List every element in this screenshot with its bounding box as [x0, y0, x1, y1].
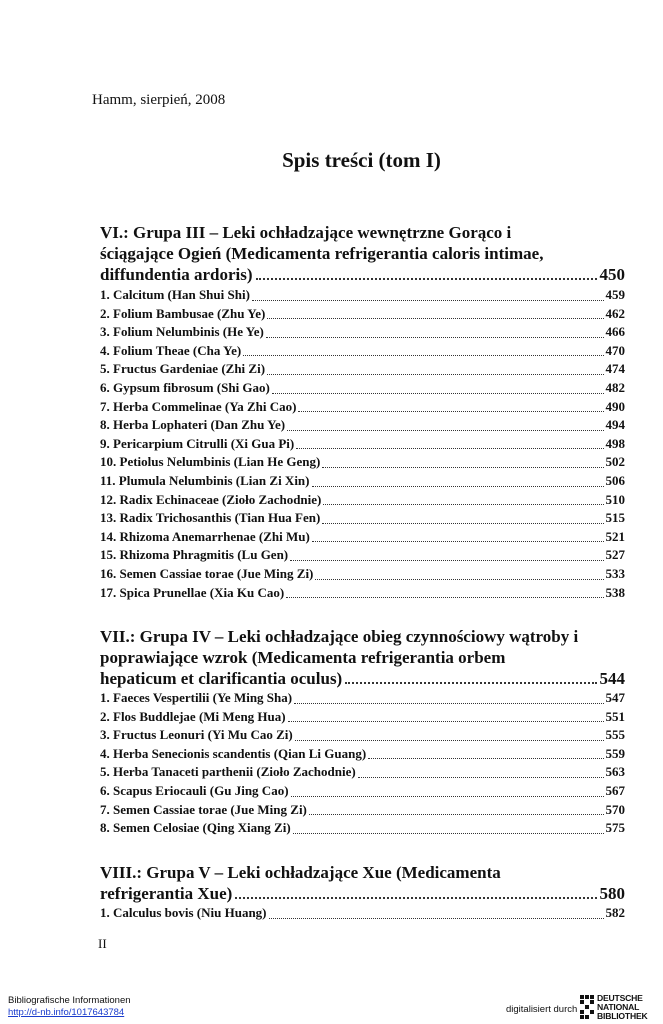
toc-entry[interactable] — [100, 472, 625, 491]
leader-dots — [358, 777, 604, 778]
leader-dots — [294, 703, 603, 704]
leader-dots — [267, 318, 603, 319]
toc-entry[interactable] — [100, 360, 625, 379]
section-heading-last: refrigerantia Xue) — [100, 884, 233, 903]
section-page: 544 — [599, 669, 625, 688]
entry-page: 494 — [605, 417, 625, 433]
entry-page: 575 — [605, 820, 625, 836]
toc-entry[interactable] — [100, 379, 625, 398]
entry-page: 551 — [605, 708, 625, 724]
toc-entry[interactable] — [100, 416, 625, 435]
leader-dots — [291, 796, 604, 797]
entry-page: 490 — [605, 398, 625, 414]
toc-entry[interactable] — [100, 453, 625, 472]
entry-label: 6. Scapus Eriocauli (Gu Jing Cao) — [100, 782, 289, 798]
leader-dots — [267, 374, 603, 375]
entry-page: 462 — [605, 305, 625, 321]
leader-dots — [235, 897, 596, 899]
entry-label: 7. Herba Commelinae (Ya Zhi Cao) — [100, 398, 297, 414]
toc-entry[interactable] — [100, 305, 625, 324]
toc-entry[interactable] — [100, 565, 625, 584]
leader-dots — [293, 833, 604, 834]
toc-entry[interactable] — [100, 546, 625, 565]
biblio-label: Bibliografische Informationen — [8, 995, 131, 1006]
entry-label: 10. Petiolus Nelumbinis (Lian He Geng) — [100, 454, 321, 470]
entry-label: 1. Calculus bovis (Niu Huang) — [100, 905, 267, 920]
leader-dots — [309, 814, 604, 815]
entry-page: 474 — [605, 361, 625, 377]
entry-label: 6. Gypsum fibrosum (Shi Gao) — [100, 379, 270, 395]
toc-entry[interactable] — [100, 584, 625, 603]
leader-dots — [312, 541, 604, 542]
entry-label: 16. Semen Cassiae torae (Jue Ming Zi) — [100, 565, 314, 581]
section-page: 450 — [599, 265, 625, 284]
entry-page: 533 — [605, 565, 625, 581]
entry-list-viii — [100, 904, 625, 923]
entry-label: 2. Folium Bambusae (Zhu Ye) — [100, 305, 266, 321]
entry-page: 515 — [605, 510, 625, 526]
entry-page: 527 — [605, 547, 625, 563]
section-heading-viii — [100, 862, 625, 904]
entry-page: 538 — [605, 584, 625, 600]
entry-page: 582 — [605, 905, 625, 920]
entry-label: 1. Faeces Vespertilii (Ye Ming Sha) — [100, 690, 293, 705]
biblio-link[interactable]: http://d-nb.info/1017643784 — [8, 1007, 125, 1018]
leader-dots — [252, 300, 604, 301]
section-heading-entry[interactable] — [100, 883, 625, 904]
leader-dots — [290, 560, 603, 561]
section-heading-vi — [100, 222, 625, 285]
entry-label: 13. Radix Trichosanthis (Tian Hua Fen) — [100, 510, 321, 526]
toc-entry[interactable] — [100, 491, 625, 510]
entry-page: 459 — [605, 287, 625, 302]
entry-page: 555 — [605, 727, 625, 743]
toc-entry[interactable] — [100, 689, 625, 708]
toc-entry[interactable] — [100, 819, 625, 838]
leader-dots — [272, 393, 604, 394]
entry-label: 15. Rhizoma Phragmitis (Lu Gen) — [100, 547, 289, 563]
leader-dots — [323, 504, 603, 505]
biblio-info — [8, 995, 131, 1019]
leader-dots — [298, 411, 603, 412]
entry-label: 4. Herba Senecionis scandentis (Qian Li Guang) — [100, 745, 367, 761]
logo-line: NATIONAL — [597, 1002, 640, 1012]
dnb-logo-text — [597, 994, 648, 1021]
toc-entry[interactable] — [100, 745, 625, 764]
logo-line: DEUTSCHE — [597, 993, 643, 1003]
leader-dots — [322, 523, 603, 524]
entry-label: 4. Folium Theae (Cha Ye) — [100, 342, 242, 358]
leader-dots — [315, 579, 603, 580]
dnb-logo[interactable] — [580, 994, 656, 1022]
entry-page: 510 — [605, 491, 625, 507]
entry-label: 3. Folium Nelumbinis (He Ye) — [100, 324, 264, 340]
toc-entry[interactable] — [100, 904, 625, 923]
page-number: II — [98, 936, 107, 951]
entry-label: 2. Flos Buddlejae (Mi Meng Hua) — [100, 708, 286, 724]
entry-page: 498 — [605, 435, 625, 451]
toc-entry[interactable] — [100, 801, 625, 820]
entry-page: 547 — [605, 690, 625, 705]
entry-label: 11. Plumula Nelumbinis (Lian Zi Xin) — [100, 472, 310, 488]
entry-page: 559 — [605, 745, 625, 761]
entry-page: 567 — [605, 782, 625, 798]
leader-dots — [288, 721, 604, 722]
toc-entry[interactable] — [100, 398, 625, 417]
entry-page: 482 — [605, 379, 625, 395]
toc-entry[interactable] — [100, 342, 625, 361]
entry-list-vii — [100, 689, 625, 838]
leader-dots — [269, 918, 604, 919]
logo-line: BIBLIOTHEK — [597, 1011, 648, 1021]
entry-label: 12. Radix Echinaceae (Zioło Zachodnie) — [100, 491, 322, 507]
entry-label: 8. Herba Lophateri (Dan Zhu Ye) — [100, 417, 286, 433]
toc-entry[interactable] — [100, 435, 625, 454]
leader-dots — [322, 467, 603, 468]
toc-entry[interactable] — [100, 708, 625, 727]
entry-label: 5. Herba Tanaceti parthenii (Zioło Zachodnie) — [100, 764, 356, 780]
toc-entry[interactable] — [100, 286, 625, 305]
section-heading-entry[interactable] — [100, 668, 625, 689]
entry-page: 466 — [605, 324, 625, 340]
leader-dots — [286, 597, 603, 598]
section-heading-line: VI.: Grupa III – Leki ochładzające wewnętrzne Gorąco i — [100, 223, 512, 242]
toc-entry[interactable] — [100, 726, 625, 745]
entry-label: 5. Fructus Gardeniae (Zhi Zi) — [100, 361, 266, 377]
section-heading-last: hepaticum et clarificantia oculus) — [100, 669, 343, 688]
section-heading-vii — [100, 626, 625, 689]
section-heading-line: ściągające Ogień (Medicamenta refrigerantia caloris intimae, — [100, 244, 544, 263]
entry-page: 506 — [605, 472, 625, 488]
entry-label: 14. Rhizoma Anemarrhenae (Zhi Mu) — [100, 528, 310, 544]
entry-page: 563 — [605, 764, 625, 780]
entry-page: 521 — [605, 528, 625, 544]
leader-dots — [287, 430, 603, 431]
entry-label: 7. Semen Cassiae torae (Jue Ming Zi) — [100, 801, 307, 817]
toc-title: Spis treści (tom I) — [282, 148, 441, 172]
entry-label: 3. Fructus Leonuri (Yi Mu Cao Zi) — [100, 727, 293, 743]
leader-dots — [295, 740, 604, 741]
place-date: Hamm, sierpień, 2008 — [92, 92, 226, 108]
toc-entry[interactable] — [100, 763, 625, 782]
entry-label: 1. Calcitum (Han Shui Shi) — [100, 287, 250, 302]
section-page: 580 — [599, 884, 625, 903]
entry-page: 470 — [605, 342, 625, 358]
section-heading-last: diffundentia ardoris) — [100, 265, 253, 284]
section-heading-line: VII.: Grupa IV – Leki ochładzające obieg czynnościowy wątroby i — [100, 627, 579, 646]
toc-entry[interactable] — [100, 509, 625, 528]
entry-page: 502 — [605, 454, 625, 470]
entry-page: 570 — [605, 801, 625, 817]
entry-list-vi — [100, 286, 625, 602]
entry-label: 8. Semen Celosiae (Qing Xiang Zi) — [100, 820, 291, 836]
section-heading-line: poprawiające wzrok (Medicamenta refrigerantia orbem — [100, 648, 506, 667]
entry-label: 17. Spica Prunellae (Xia Ku Cao) — [100, 584, 285, 600]
digitized-by-label: digitalisiert durch — [506, 1004, 578, 1015]
dnb-logo-icon — [580, 995, 595, 1021]
leader-dots — [256, 278, 597, 280]
leader-dots — [312, 486, 604, 487]
section-heading-entry[interactable] — [100, 264, 625, 285]
toc-entry[interactable] — [100, 782, 625, 801]
leader-dots — [243, 355, 603, 356]
toc-entry[interactable] — [100, 323, 625, 342]
toc-entry[interactable] — [100, 528, 625, 547]
leader-dots — [266, 337, 604, 338]
leader-dots — [296, 448, 603, 449]
leader-dots — [345, 682, 596, 684]
entry-label: 9. Pericarpium Citrulli (Xi Gua Pi) — [100, 435, 295, 451]
leader-dots — [368, 758, 603, 759]
section-heading-line: VIII.: Grupa V – Leki ochładzające Xue (Medicamenta — [100, 863, 501, 882]
